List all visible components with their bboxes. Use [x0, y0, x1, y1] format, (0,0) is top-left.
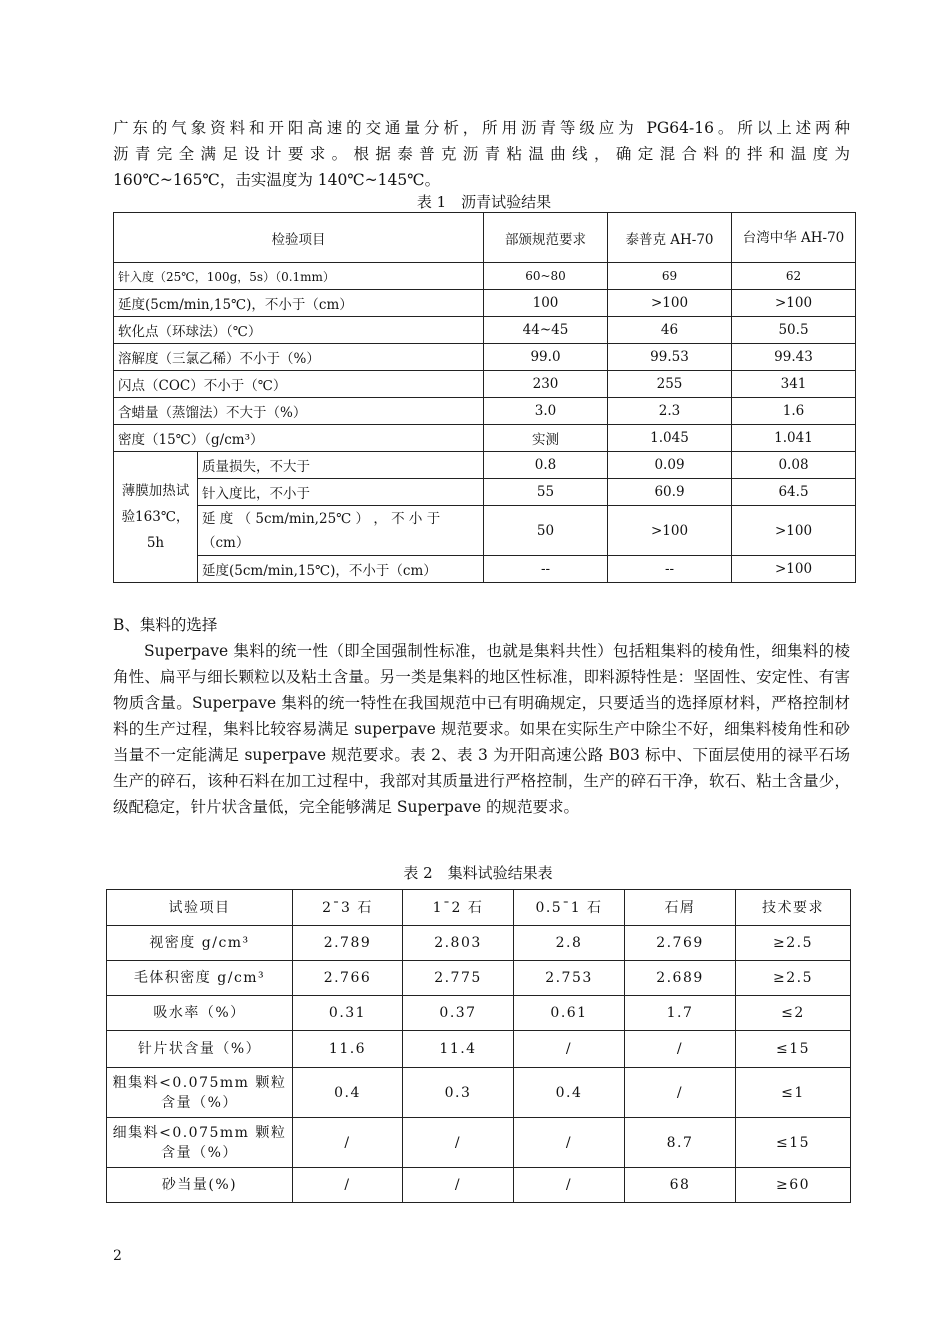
table2-item: 视密度 g/cm³	[107, 926, 293, 961]
table1-item: 质量损失，不大于	[198, 452, 484, 479]
table1-cell: 255	[608, 371, 732, 398]
table1-cell: 99.53	[608, 344, 732, 371]
table1-cell: 实测	[484, 425, 608, 452]
table2-cell: 11.6	[293, 1031, 403, 1068]
table1-item: 软化点（环球法）（℃）	[114, 317, 484, 344]
table2-header-row	[107, 890, 851, 926]
table2-cell: /	[293, 1118, 403, 1168]
table1-cell: 0.08	[732, 452, 856, 479]
table1-item: 针入度（25℃，100g，5s）（0.1mm）	[114, 263, 484, 290]
table1-cell: 55	[484, 479, 608, 506]
table1-cell: 2.3	[608, 398, 732, 425]
table1-item: 延 度 （ 5cm/min,25℃ ） ， 不 小 于（cm）	[198, 506, 484, 556]
table2-cell: 2.789	[293, 926, 403, 961]
table1-item: 闪点（COC）不小于（℃）	[114, 371, 484, 398]
table2-cell: /	[514, 1118, 625, 1168]
table1-cell: >100	[732, 506, 856, 556]
table2-item: 砂当量(%)	[107, 1168, 293, 1203]
table-row	[107, 1168, 851, 1203]
table2-cell: /	[514, 1031, 625, 1068]
table2-cell: /	[514, 1168, 625, 1203]
table1-cell: 50	[484, 506, 608, 556]
table1-cell: 64.5	[732, 479, 856, 506]
section-b-heading: B、集料的选择	[113, 616, 218, 634]
table2-header: 技术要求	[736, 890, 851, 926]
table1-cell: 3.0	[484, 398, 608, 425]
table-row	[114, 263, 856, 290]
table-row	[114, 425, 856, 452]
table-row	[114, 317, 856, 344]
table-row	[107, 961, 851, 996]
table2-cell: 0.4	[293, 1068, 403, 1118]
table1-cell: >100	[608, 506, 732, 556]
intro-line-3: 160℃~165℃，击实温度为 140℃~145℃。	[113, 171, 441, 189]
table1-cell: 100	[484, 290, 608, 317]
table1-cell: >100	[732, 556, 856, 583]
table1-cell: 341	[732, 371, 856, 398]
table2-cell: ≥2.5	[736, 926, 851, 961]
table2-cell: 0.4	[514, 1068, 625, 1118]
table1-header: 部颁规范要求	[484, 213, 608, 263]
table1-header: 检验项目	[114, 213, 484, 263]
table-row	[114, 398, 856, 425]
table1-header-row	[114, 213, 856, 263]
table1-header: 台湾中华 AH-70	[732, 213, 856, 263]
table2-cell: ≥2.5	[736, 961, 851, 996]
intro-paragraph	[113, 115, 850, 193]
table2-header: 试验项目	[107, 890, 293, 926]
table1-cell: 99.0	[484, 344, 608, 371]
table2-cell: /	[403, 1118, 514, 1168]
table1-cell: 1.6	[732, 398, 856, 425]
table2-cell: 0.31	[293, 996, 403, 1031]
table1-cell: >100	[608, 290, 732, 317]
table1-item: 溶解度（三氯乙稀）不小于（%）	[114, 344, 484, 371]
table2-cell: 0.61	[514, 996, 625, 1031]
table2-cell: /	[625, 1068, 736, 1118]
table-row	[114, 556, 856, 583]
table-row	[114, 290, 856, 317]
table2-cell: ≤2	[736, 996, 851, 1031]
table2-header: 1¯2 石	[403, 890, 514, 926]
table1-item: 延度(5cm/min,15℃)，不小于（cm）	[114, 290, 484, 317]
table2-cell: 2.8	[514, 926, 625, 961]
table2-header: 2¯3 石	[293, 890, 403, 926]
table2-cell: 2.689	[625, 961, 736, 996]
table2-cell: 1.7	[625, 996, 736, 1031]
table2-cell: 2.803	[403, 926, 514, 961]
section-b-paragraph: Superpave 集料的统一性（即全国强制性标准，也就是集料共性）包括粗集料的棱角性，细集料的棱角性、扁平与细长颗粒以及粘土含量。另一类是集料的地区性标准，即料源特性是：坚固性、安定性、有害物质含量。Superpave 集料的统一特性在我国规范中已有明确规定，只要适当的选择原材料，严格控制材料的生产过程，集料比较容易满足 superpave 规范要求。如果在实际生产中除尘不好，细集料棱角性和砂当量不一定能满足 superpave 规范要求。表 2、表 3 为开阳高速公路 B03 标中、下面层使用的禄平石场生产的碎石，该种石料在加工过程中，我部对其质量进行严格控制，生产的碎石干净，软石、粘土含量少，级配稳定，针片状含量低，完全能够满足 Superpave 的规范要求。	[113, 642, 850, 816]
table1-cell: 44~45	[484, 317, 608, 344]
table2-header: 石屑	[625, 890, 736, 926]
table1-cell: 46	[608, 317, 732, 344]
table1-item: 针入度比，不小于	[198, 479, 484, 506]
table1-header: 泰普克 AH-70	[608, 213, 732, 263]
table1-cell: >100	[732, 290, 856, 317]
table-row	[114, 506, 856, 556]
table1-item: 含蜡量（蒸馏法）不大于（%）	[114, 398, 484, 425]
table1-cell: 69	[608, 263, 732, 290]
table-row	[107, 926, 851, 961]
table2-cell: 8.7	[625, 1118, 736, 1168]
table1-caption: 表 1 沥青试验结果	[416, 193, 552, 211]
table2-cell: 2.775	[403, 961, 514, 996]
table2-item: 吸水率（%）	[107, 996, 293, 1031]
table1-cell: --	[608, 556, 732, 583]
table-row	[114, 479, 856, 506]
table1-cell: 1.045	[608, 425, 732, 452]
table-row	[114, 371, 856, 398]
table1-cell: 60~80	[484, 263, 608, 290]
table2-item: 毛体积密度 g/cm³	[107, 961, 293, 996]
table1-cell: 60.9	[608, 479, 732, 506]
table2-header: 0.5¯1 石	[514, 890, 625, 926]
table1-item: 密度（15℃）（g/cm³）	[114, 425, 484, 452]
table2-cell: 11.4	[403, 1031, 514, 1068]
table2-item: 细集料<0.075mm 颗粒含量（%）	[107, 1118, 293, 1168]
table2-cell: ≤15	[736, 1118, 851, 1168]
table-row	[107, 1068, 851, 1118]
table2-cell: 2.753	[514, 961, 625, 996]
table2-cell: 2.766	[293, 961, 403, 996]
table1-cell: 1.041	[732, 425, 856, 452]
table1-cell: 0.8	[484, 452, 608, 479]
table1-cell: 62	[732, 263, 856, 290]
table-row	[114, 452, 856, 479]
table2-cell: 0.37	[403, 996, 514, 1031]
table1-cell: 50.5	[732, 317, 856, 344]
table2-caption: 表 2 集料试验结果表	[403, 864, 553, 882]
intro-line-2: 沥青完全满足设计要求。根据泰普克沥青粘温曲线，确定混合料的拌和温度为	[113, 145, 850, 163]
table1-cell: 230	[484, 371, 608, 398]
page-number: 2	[113, 1248, 122, 1264]
table2-item: 针片状含量（%）	[107, 1031, 293, 1068]
table1-item: 延度(5cm/min,15℃)，不小于（cm）	[198, 556, 484, 583]
thin-film-group-label: 薄膜加热试验163℃，5h	[114, 452, 198, 583]
table2-cell: /	[403, 1168, 514, 1203]
table2-cell: /	[293, 1168, 403, 1203]
intro-line-1: 广东的气象资料和开阳高速的交通量分析，所用沥青等级应为 PG64-16。所以上述两种	[113, 119, 850, 137]
table-row	[107, 1118, 851, 1168]
table-row	[107, 996, 851, 1031]
table2-cell: ≥60	[736, 1168, 851, 1203]
table2-cell: ≤1	[736, 1068, 851, 1118]
table2-cell: 0.3	[403, 1068, 514, 1118]
table2-cell: ≤15	[736, 1031, 851, 1068]
table1-cell: 99.43	[732, 344, 856, 371]
table1-cell: 0.09	[608, 452, 732, 479]
table2-cell: 2.769	[625, 926, 736, 961]
table1-cell: --	[484, 556, 608, 583]
table2-cell: /	[625, 1031, 736, 1068]
table-row	[107, 1031, 851, 1068]
asphalt-test-table	[113, 212, 856, 583]
aggregate-test-table	[106, 889, 851, 1203]
table2-cell: 68	[625, 1168, 736, 1203]
table-row	[114, 344, 856, 371]
table2-item: 粗集料<0.075mm 颗粒含量（%）	[107, 1068, 293, 1118]
